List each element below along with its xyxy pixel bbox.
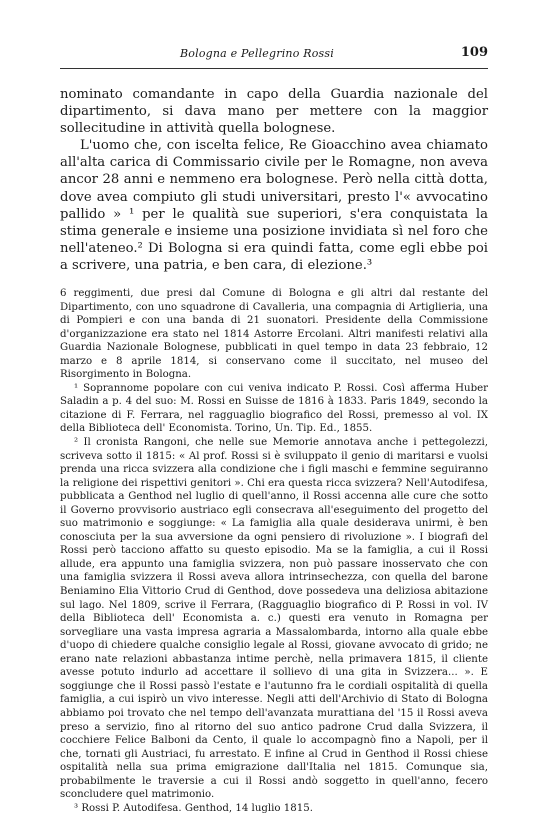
paragraph: nominato comandante in capo della Guardia nazionale del dipartimento, si dava mano per mettere con la maggior sollecitudine in attività quella bolognese. <box>60 87 488 137</box>
paragraph: L'uomo che, con iscelta felice, Re Gioacchino avea chiamato all'alta carica di Commissario civile per le Romagne, non aveva ancor 28 anni e nemmeno era bolognese. Però nella città dotta, dove avea compiuto gli studi universitari, presto l'« avvocatino pallido » ¹ per le qualità sue superiori, s'era conquistata la stima generale e insieme una posizione invidiata sì nel foro che nell'ateneo.² Di Bologna si era quindi fatta, come egli ebbe poi a scrivere, una patria, e ben cara, di elezione.³ <box>60 138 488 273</box>
footnotes <box>60 287 488 815</box>
footnote-1: ¹ Soprannome popolare con cui veniva indicato P. Rossi. Così afferma Huber Saladin a p. 4 del suo: M. Rossi en Suisse de 1816 à 1833. Paris 1849, secondo la citazione di F. Ferrara, nel ragguaglio biografico del Rossi, premesso al vol. IX della Biblioteca dell' Economista. Torino, Un. Tip. Ed., 1855. <box>60 382 488 435</box>
footnote-3: ³ Rossi P. Autodifesa. Genthod, 14 luglio 1815. <box>74 802 313 814</box>
running-title: Bologna e Pellegrino Rossi <box>180 47 334 60</box>
header-rule <box>60 68 488 69</box>
page-header <box>60 45 488 65</box>
page-number: 109 <box>460 45 488 60</box>
footnote-2: ² Il cronista Rangoni, che nelle sue Memorie annotava anche i pettegolezzi, scriveva sotto il 1815: « Al prof. Rossi si è sviluppato il genio di maritarsi e vuolsi prenda una ricca svizzera alla condizione che i figli maschi e femmine seguiranno la religione dei rispettivi genitori ». Chi era questa ricca svizzera? Nell'Autodifesa, pubblicata a Genthod nel luglio di quell'anno, il Rossi accenna alle cure che sotto il Governo provvisorio austriaco egli consecrava all'eseguimento del progetto del suo matrimonio e soggiunge: « La famiglia alla quale desiderava unirmi, è ben conosciuta per la sua avversione da ogni pensiero di rivoluzione ». I biografi del Rossi però tacciono affatto su questo episodio. Ma se la famiglia, a cui il Rossi allude, era appunto una famiglia svizzera, non può passare inosservato che con una famiglia svizzera il Rossi aveva allora intrinsechezza, con quella del barone Beniamino Elia Vittorio Crud di Genthod, dove possedeva una deliziosa abitazione sul lago. Nel 1809, scrive il Ferrara, (Ragguaglio biografico di P. Rossi in vol. IV della Biblioteca dell' Economista a. c.) questi era venuto in Romagna per sorvegliare una vasta impresa agraria a Massalombarda, intorno alla quale ebbe d'uopo di chiedere qualche consiglio legale al Rossi, giovane avvocato di grido; ne erano nate relazioni abbastanza intime perchè, nella primavera 1815, il cliente avesse potuto indurlo ad accettare il sollievo di una gita in Svizzera... ». E soggiunge che il Rossi passò l'estate e l'autunno fra le cordiali ospitalità di quella famiglia, a cui ispirò un vivo interesse. Negli atti dell'Archivio di Stato di Bologna abbiamo poi trovato che nel tempo dell'avanzata murattiana del '15 il Rossi aveva preso a servizio, fino al ritorno del suo antico padrone Crud dalla Svizzera, il cocchiere Felice Balboni da Cento, il quale lo accompagnò fino a Napoli, per il che, tornati gli Austriaci, fu arrestato. E infine al Crud in Genthod il Rossi chiese ospitalità nella sua prima emigrazione dall'Italia nel 1815. Comunque sia, probabilmente le traversie a cui il Rossi andò soggetto in quell'anno, fecero sconcludere quel matrimonio. <box>60 437 488 801</box>
footnote-continued: 6 reggimenti, due presi dal Comune di Bologna e gli altri dal restante del Dipartimento, con uno squadrone di Cavalleria, una compagnia di Artiglieria, una di Pompieri e con una banda di 21 suonatori. Presidente della Commissione d'organizzazione era stato nel 1814 Astorre Ercolani. Altri manifesti relativi alla Guardia Nazionale Bolognese, pubblicati in quel tempo in data 23 febbraio, 12 marzo e 8 aprile 1814, si conservano come il succitato, nel museo del Risorgimento in Bologna. <box>60 288 488 381</box>
main-text <box>60 86 488 274</box>
